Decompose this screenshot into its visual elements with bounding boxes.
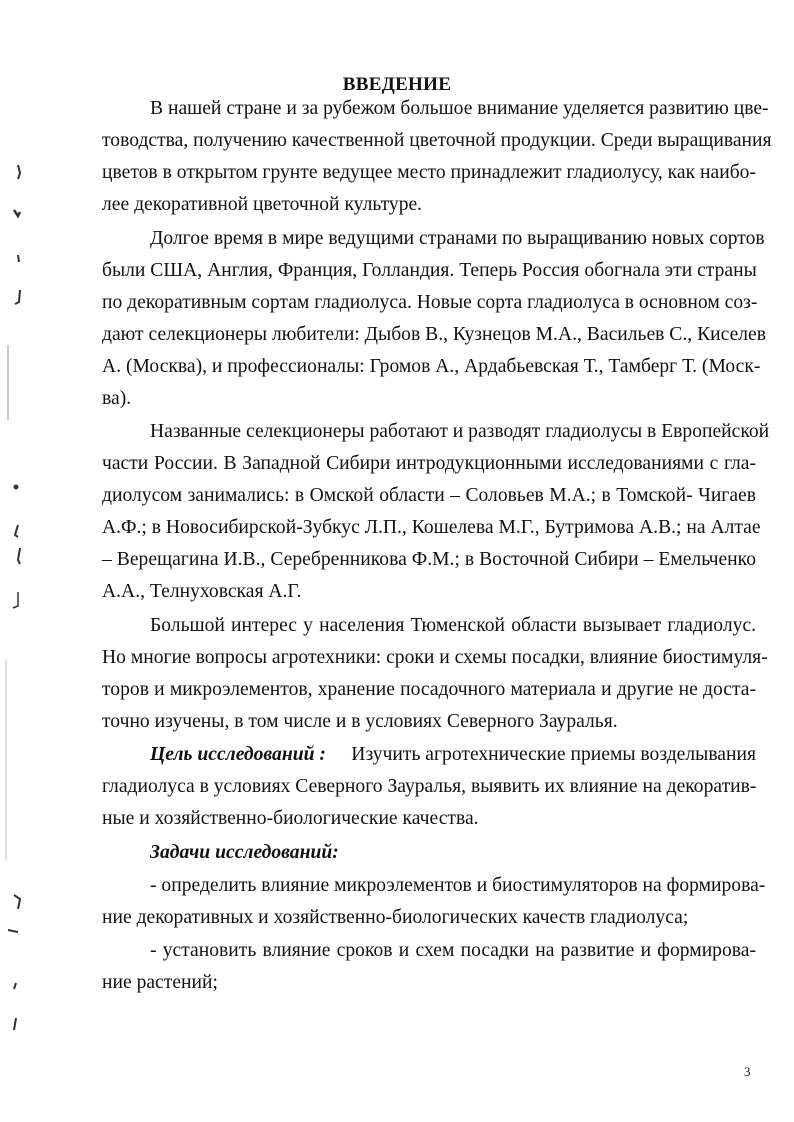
text-line: товодства, получению качественной цветочной продукции. Среди выращивания [102,130,772,151]
page-number: 3 [744,1064,751,1079]
text-line: Названные селекционеры работают и разводят гладиолусы в Европейской [150,421,770,442]
text-line: ва). [102,388,132,409]
text-line: А.А., Телнуховская А.Г. [102,581,302,602]
text-line: Большой интерес у населения Тюменской области вызывает гладиолус. [150,615,756,636]
text-line: по декоративным сортам гладиолуса. Новые сорта гладиолуса в основном соз- [102,292,758,313]
text-line: цветов в открытом грунте ведущее место принадлежит гладиолусу, как наибо- [102,162,756,183]
goal-text: Изучить агротехнические приемы возделывания [351,744,756,765]
text-line: были США, Англия, Франция, Голландия. Теперь Россия обогнала эти страны [102,260,757,281]
tasks-label: Задачи исследований: [150,842,339,863]
page-heading: ВВЕДЕНИЕ [342,74,452,95]
task-line: ние декоративных и хозяйственно-биологических качеств гладиолуса; [102,907,689,928]
text-line: дают селекционеры любители: Дыбов В., Кузнецов М.А., Васильев С., Киселев [102,324,766,345]
text-line: точно изучены, в том числе и в условиях Северного Зауралья. [102,711,618,732]
task-line: - определить влияние микроэлементов и биостимуляторов на формирова- [150,875,766,896]
text-line: торов и микроэлементов, хранение посадочного материала и другие не доста- [102,679,756,700]
text-line: Но многие вопросы агротехники: сроки и схемы посадки, влияние биостимуля- [102,647,768,668]
text-line: А.Ф.; в Новосибирской-Зубкус Л.П., Кошелева М.Г., Бутримова А.В.; на Алтае [102,517,761,538]
scan-margin-marks [0,0,40,1122]
text-line: гладиолуса в условиях Северного Зауралья, выявить их влияние на декоратив- [102,776,757,797]
text-line: диолусом занимались: в Омской области – Соловьев М.А.; в Томской- Чигаев [102,485,756,506]
text-line: Долгое время в мире ведущими странами по выращиванию новых сортов [150,228,765,249]
text-line: части России. В Западной Сибири интродукционными исследованиями с гла- [102,453,756,474]
text-line: лее декоративной цветочной культуре. [102,194,423,215]
text-line: В нашей стране и за рубежом большое внимание уделяется развитию цве- [150,98,769,119]
task-line: ние растений; [102,972,218,993]
text-line: – Верещагина И.В., Серебренникова Ф.М.; в Восточной Сибири – Емельченко [102,549,756,570]
text-line: ные и хозяйственно-биологические качества. [102,808,479,829]
goal-line [150,743,756,767]
task-line: - установить влияние сроков и схем посадки на развитие и формирова- [150,940,756,961]
goal-label: Цель исследований : [150,744,326,765]
text-line: А. (Москва), и профессионалы: Громов А., Ардабьевская Т., Тамберг Т. (Моск- [102,356,761,377]
